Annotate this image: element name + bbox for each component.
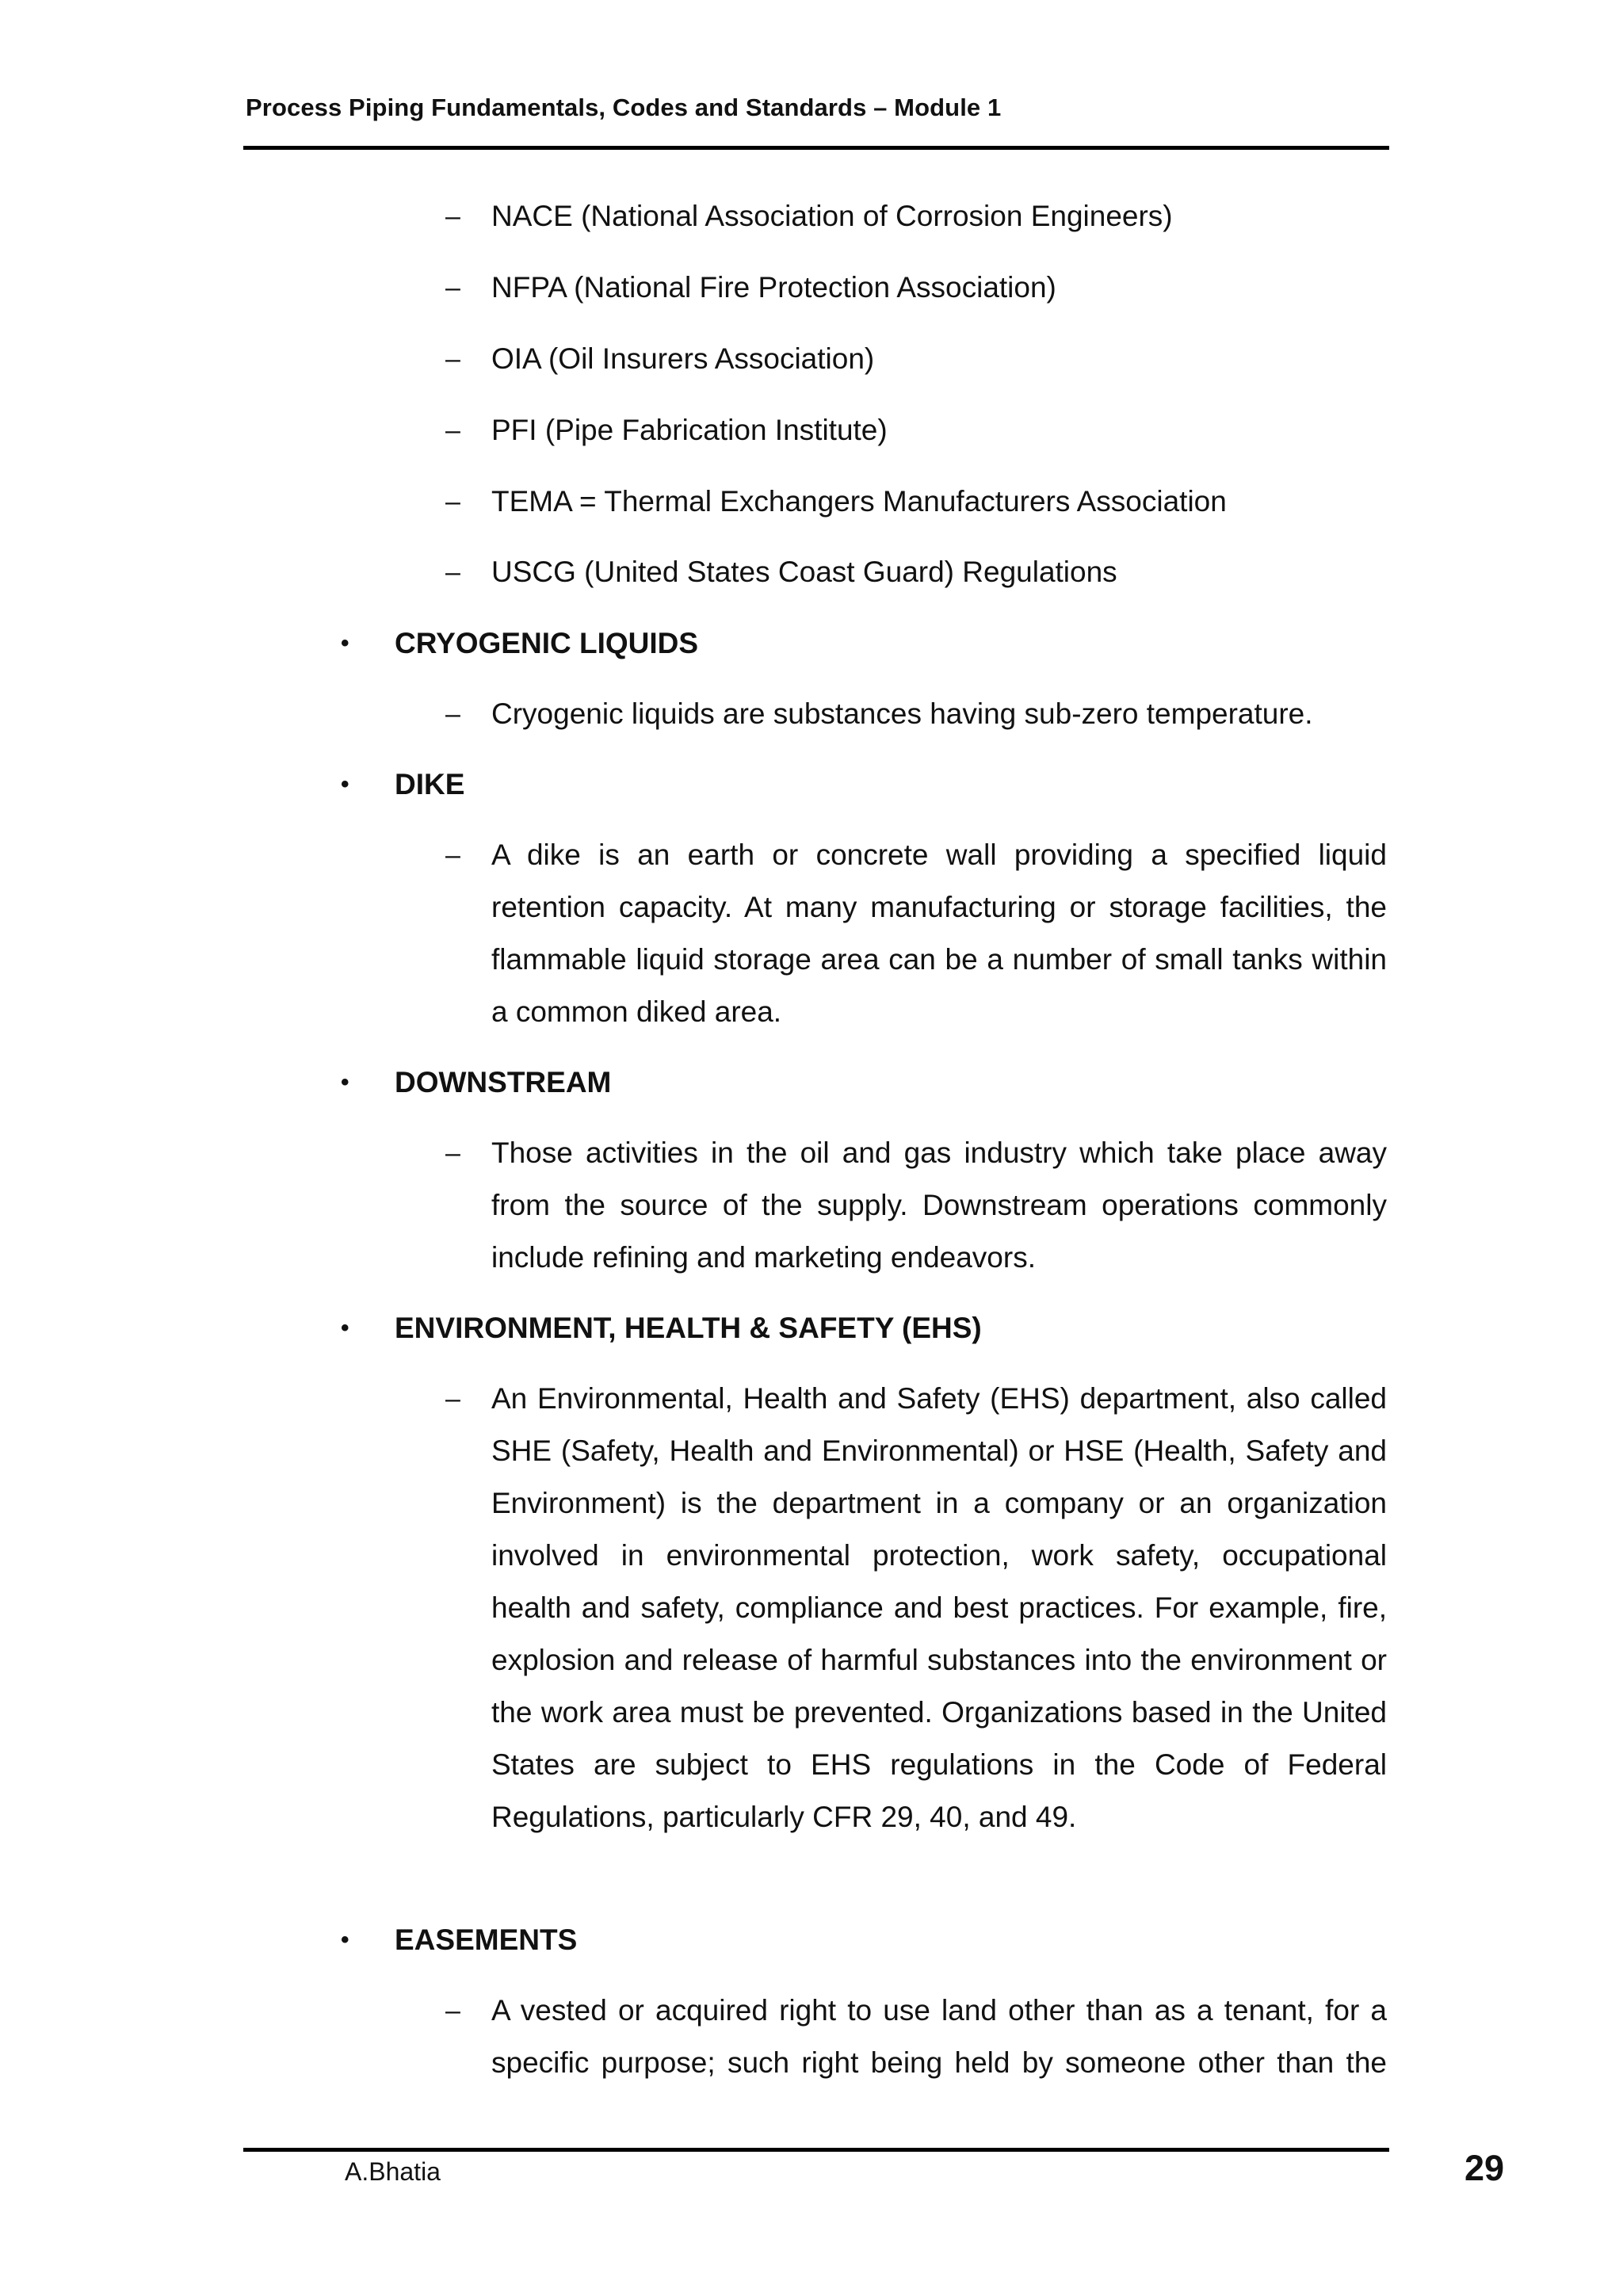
section-heading-text: EASEMENTS	[395, 1924, 578, 1956]
list-item	[445, 476, 1387, 528]
definition-text: Those activities in the oil and gas industry which take place away from the source of the supply. Downstream operations commonly include refining and marketing endeavors.	[491, 1137, 1387, 1274]
page-number: 29	[1465, 2148, 1505, 2188]
definition-text: A vested or acquired right to use land other than as a tenant, for a specific purpose; such right being held by someone other than the	[491, 1994, 1387, 2079]
list-item-text: USCG (United States Coast Guard) Regulations	[491, 556, 1117, 588]
list-item	[445, 546, 1387, 598]
dash-marker: –	[445, 273, 460, 303]
definition-item	[445, 1373, 1387, 1843]
section-heading-text: CRYOGENIC LIQUIDS	[395, 627, 699, 659]
dash-marker: –	[445, 1384, 460, 1414]
bullet-marker: •	[341, 1069, 349, 1095]
dash-marker: –	[445, 1138, 460, 1168]
definition-item	[445, 829, 1387, 1038]
list-item	[445, 190, 1387, 243]
bullet-marker: •	[341, 771, 349, 797]
dash-marker: –	[445, 699, 460, 729]
definition-item	[445, 1127, 1387, 1284]
dash-marker: –	[445, 415, 460, 445]
definition-item	[445, 688, 1387, 740]
header-rule	[243, 146, 1389, 150]
list-item-text: NACE (National Association of Corrosion Engineers)	[491, 200, 1173, 232]
page-header-title: Process Piping Fundamentals, Codes and Standards – Module 1	[246, 94, 1002, 121]
dash-marker: –	[445, 201, 460, 231]
dash-marker: –	[445, 1996, 460, 2026]
list-item	[445, 262, 1387, 314]
list-item	[445, 404, 1387, 457]
definition-text: A dike is an earth or concrete wall providing a specified liquid retention capacity. At many manufacturing or storage facilities, the flammable liquid storage area can be a number of small tanks within a common diked area.	[491, 839, 1387, 1028]
list-item-text: TEMA = Thermal Exchangers Manufacturers Association	[491, 485, 1227, 518]
bullet-marker: •	[341, 1927, 349, 1953]
dash-marker: –	[445, 344, 460, 374]
list-item-text: OIA (Oil Insurers Association)	[491, 342, 875, 375]
list-item-text: PFI (Pipe Fabrication Institute)	[491, 414, 888, 446]
footer-rule	[243, 2148, 1389, 2152]
dash-marker: –	[445, 840, 460, 870]
dash-marker: –	[445, 487, 460, 517]
definition-text: An Environmental, Health and Safety (EHS) department, also called SHE (Safety, Health and Environmental) or HSE (Health, Safety and Environment) is the department in a company or an organization involved in environmental protection, work safety, occupational health and safety, compliance and best practices. For example, fire, explosion and release of harmful substances into the environment or the work area must be prevented. Organizations based in the United States are subject to EHS regulations in the Code of Federal Regulations, particularly CFR 29, 40, and 49.	[491, 1382, 1387, 1833]
dash-marker: –	[445, 557, 460, 587]
section-heading-text: DIKE	[395, 768, 465, 800]
definition-text: Cryogenic liquids are substances having sub-zero temperature.	[491, 697, 1313, 730]
bullet-marker: •	[341, 1315, 349, 1341]
definition-item	[445, 1985, 1387, 2089]
footer-author: A.Bhatia	[345, 2157, 441, 2186]
bullet-marker: •	[341, 630, 349, 656]
section-heading-text: DOWNSTREAM	[395, 1066, 612, 1098]
list-item	[445, 333, 1387, 385]
section-heading-text: ENVIRONMENT, HEALTH & SAFETY (EHS)	[395, 1312, 982, 1344]
list-item-text: NFPA (National Fire Protection Association)	[491, 271, 1056, 304]
